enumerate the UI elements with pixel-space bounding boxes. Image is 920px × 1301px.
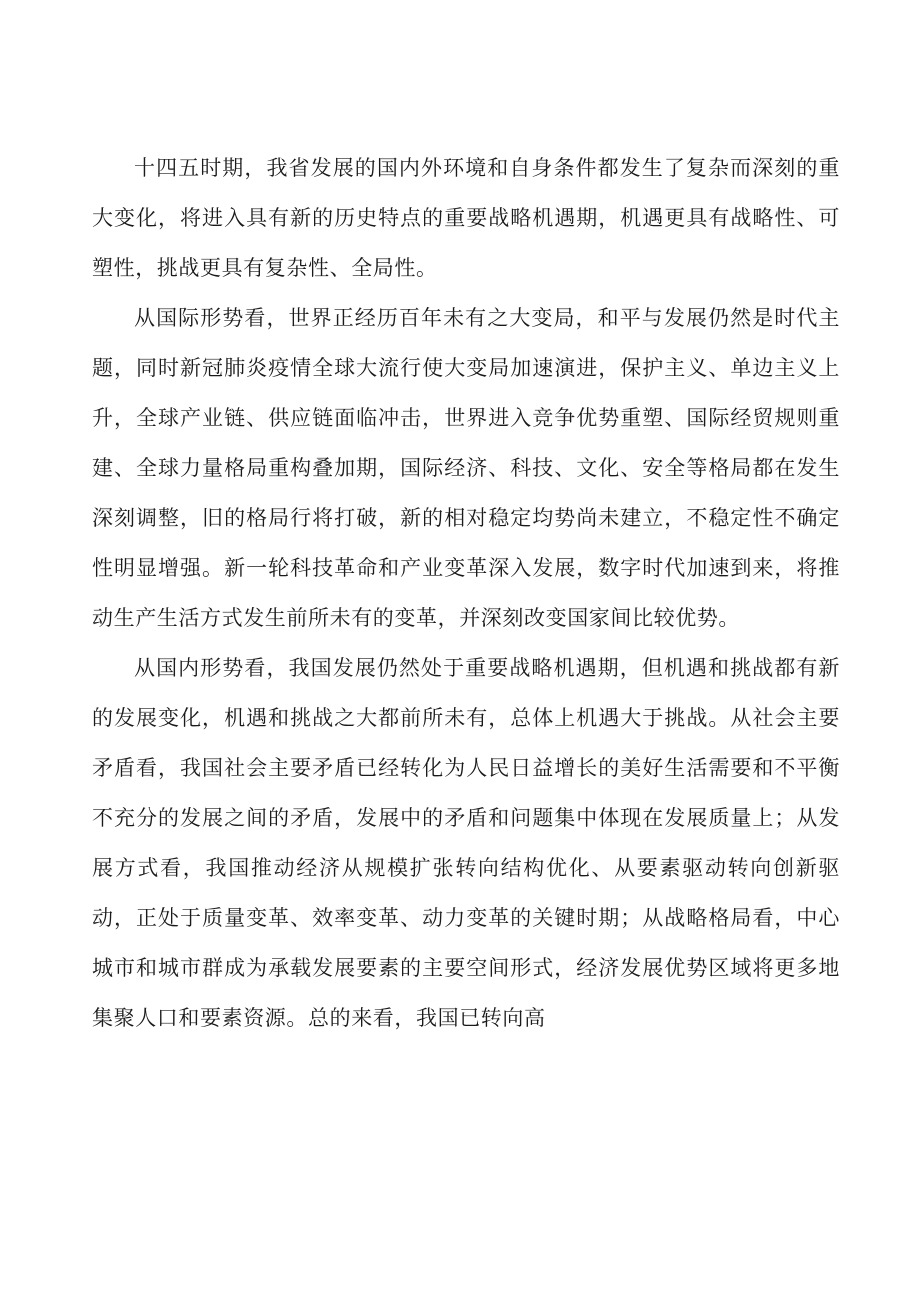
paragraph-1: 十四五时期，我省发展的国内外环境和自身条件都发生了复杂而深刻的重大变化，将进入具有新的历史特点的重要战略机遇期，机遇更具有战略性、可塑性，挑战更具有复杂性、全局性。 <box>92 156 840 280</box>
paragraph-3: 从国内形势看，我国发展仍然处于重要战略机遇期，但机遇和挑战都有新的发展变化，机遇和挑战之大都前所未有，总体上机遇大于挑战。从社会主要矛盾看，我国社会主要矛盾已经转化为人民日益增长的美好生活需要和不平衡不充分的发展之间的矛盾，发展中的矛盾和问题集中体现在发展质量上；从发展方式看，我国推动经济从规模扩张转向结构优化、从要素驱动转向创新驱动，正处于质量变革、效率变革、动力变革的关键时期；从战略格局看，中心城市和城市群成为承载发展要素的主要空间形式，经济发展优势区域将更多地集聚人口和要素资源。总的来看，我国已转向高 <box>92 656 840 1030</box>
document-body <box>92 143 840 1043</box>
paragraph-2: 从国际形势看，世界正经历百年未有之大变局，和平与发展仍然是时代主题，同时新冠肺炎疫情全球大流行使大变局加速演进，保护主义、单边主义上升，全球产业链、供应链面临冲击，世界进入竞争优势重塑、国际经贸规则重建、全球力量格局重构叠加期，国际经济、科技、文化、安全等格局都在发生深刻调整，旧的格局行将打破，新的相对稳定均势尚未建立，不稳定性不确定性明显增强。新一轮科技革命和产业变革深入发展，数字时代加速到来，将推动生产生活方式发生前所未有的变革，并深刻改变国家间比较优势。 <box>92 306 840 630</box>
